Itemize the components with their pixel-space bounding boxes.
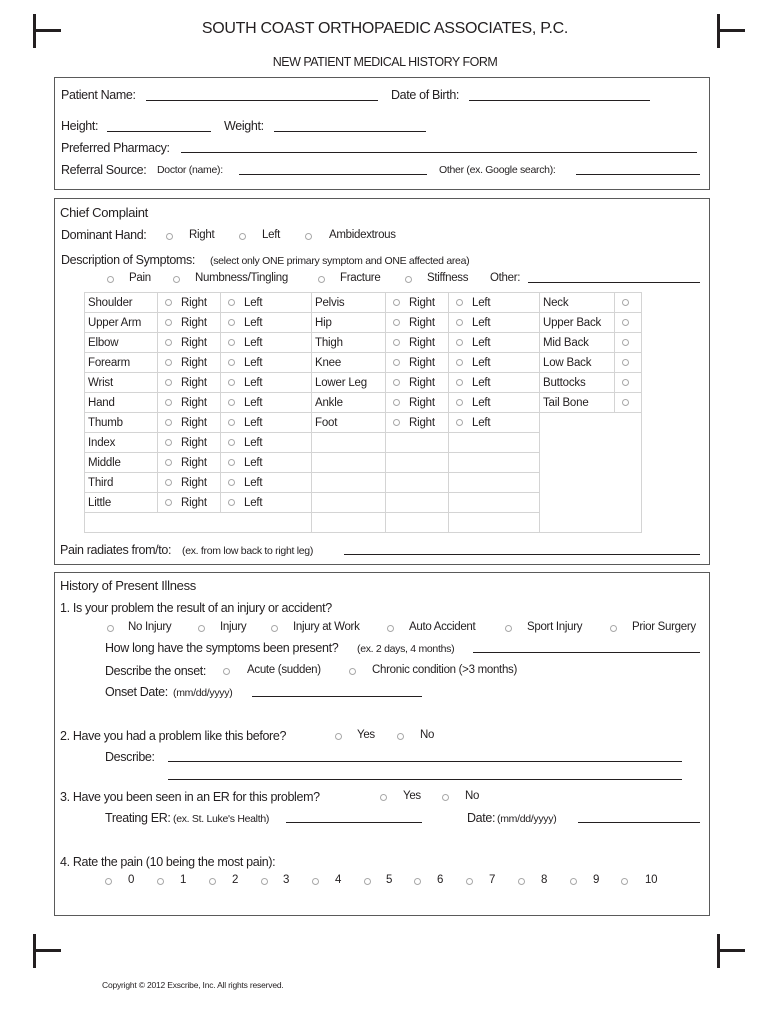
table-row — [85, 393, 642, 413]
radio-icon[interactable] — [228, 379, 235, 386]
q3-no-radio[interactable] — [442, 794, 449, 801]
q2-yes-radio[interactable] — [335, 733, 342, 740]
pain-4-label: 4 — [335, 874, 342, 886]
empty-cell — [312, 433, 386, 453]
referral-other-field[interactable] — [576, 174, 700, 175]
area-little: Little — [85, 493, 158, 513]
patient-name-label: Patient Name: — [61, 88, 136, 102]
area-knee: Knee — [312, 353, 386, 373]
hand-left-option[interactable]: Left — [221, 393, 312, 413]
radiates-label: Pain radiates from/to: — [60, 543, 172, 557]
area-lower-leg: Lower Leg — [312, 373, 386, 393]
index-right-option[interactable]: Right — [158, 433, 221, 453]
area-shoulder: Shoulder — [85, 293, 158, 313]
q3-yes-label: Yes — [403, 790, 421, 802]
upper-back-option[interactable] — [615, 313, 642, 333]
q1-injury-label: Injury — [220, 621, 247, 633]
q1-onset-acute-label: Acute (sudden) — [247, 664, 321, 676]
radio-icon[interactable] — [228, 399, 235, 406]
dob-field[interactable] — [469, 100, 650, 101]
height-label: Height: — [61, 119, 99, 133]
q2-describe-field-line-2[interactable] — [168, 779, 682, 780]
empty-cell — [85, 513, 312, 533]
pain-8-label: 8 — [541, 874, 548, 886]
radio-icon[interactable] — [456, 299, 463, 306]
radio-icon[interactable] — [228, 439, 235, 446]
q3-er-hint: (ex. St. Luke's Health) — [173, 813, 270, 825]
radio-icon[interactable] — [228, 499, 235, 506]
registration-mark-bottom-left — [33, 934, 63, 968]
area-thigh: Thigh — [312, 333, 386, 353]
wrist-right-option[interactable]: Right — [158, 373, 221, 393]
hip-right-option[interactable]: Right — [386, 313, 449, 333]
radio-icon[interactable] — [165, 459, 172, 466]
radio-icon[interactable] — [456, 399, 463, 406]
radio-icon[interactable] — [165, 379, 172, 386]
radio-icon[interactable] — [622, 299, 629, 306]
symptom-stiffness-label: Stiffness — [427, 272, 469, 284]
q1-duration-field[interactable] — [473, 652, 700, 653]
radio-icon[interactable] — [622, 379, 629, 386]
pain-7-label: 7 — [489, 874, 496, 886]
area-third: Third — [85, 473, 158, 493]
radio-icon[interactable] — [622, 319, 629, 326]
q1-prior-surgery-label: Prior Surgery — [632, 621, 696, 633]
radio-icon[interactable] — [456, 339, 463, 346]
symptom-pain-radio[interactable] — [107, 276, 114, 283]
area-elbow: Elbow — [85, 333, 158, 353]
pain-10-radio[interactable] — [621, 878, 628, 885]
neck-option[interactable] — [615, 293, 642, 313]
q1-onset-label: Describe the onset: — [105, 664, 207, 678]
knee-right-option[interactable]: Right — [386, 353, 449, 373]
symptom-stiffness-radio[interactable] — [405, 276, 412, 283]
area-index: Index — [85, 433, 158, 453]
area-foot: Foot — [312, 413, 386, 433]
history-title: History of Present Illness — [60, 578, 196, 593]
pain-8-radio[interactable] — [518, 878, 525, 885]
table-row — [85, 313, 642, 333]
q3-label: 3. Have you been seen in an ER for this problem? — [60, 790, 320, 804]
radiates-field[interactable] — [344, 554, 700, 555]
pain-1-radio[interactable] — [157, 878, 164, 885]
empty-cell — [449, 513, 540, 533]
pelvis-left-option[interactable]: Left — [449, 293, 540, 313]
radio-icon[interactable] — [165, 299, 172, 306]
thumb-right-option[interactable]: Right — [158, 413, 221, 433]
q3-er-field[interactable] — [286, 822, 422, 823]
weight-label: Weight: — [224, 119, 264, 133]
middle-right-option[interactable]: Right — [158, 453, 221, 473]
little-right-option[interactable]: Right — [158, 493, 221, 513]
tail-bone-option[interactable] — [615, 393, 642, 413]
radio-icon[interactable] — [456, 379, 463, 386]
area-low-back: Low Back — [540, 353, 615, 373]
empty-cell — [386, 453, 449, 473]
practice-name: SOUTH COAST ORTHOPAEDIC ASSOCIATES, P.C. — [201, 20, 569, 37]
third-left-option[interactable]: Left — [221, 473, 312, 493]
radio-icon[interactable] — [393, 319, 400, 326]
q1-sport-injury-label: Sport Injury — [527, 621, 583, 633]
knee-left-option[interactable]: Left — [449, 353, 540, 373]
radio-icon[interactable] — [165, 499, 172, 506]
lower-leg-right-option[interactable]: Right — [386, 373, 449, 393]
wrist-left-option[interactable]: Left — [221, 373, 312, 393]
area-hip: Hip — [312, 313, 386, 333]
empty-cell — [312, 473, 386, 493]
radio-icon[interactable] — [393, 399, 400, 406]
thumb-left-option[interactable]: Left — [221, 413, 312, 433]
radio-icon[interactable] — [393, 359, 400, 366]
dob-label: Date of Birth: — [391, 88, 460, 102]
low-back-option[interactable] — [615, 353, 642, 373]
empty-cell — [449, 433, 540, 453]
pharmacy-label: Preferred Pharmacy: — [61, 141, 170, 155]
area-forearm: Forearm — [85, 353, 158, 373]
patient-name-field[interactable] — [146, 100, 378, 101]
dominant-hand-ambidextrous-label: Ambidextrous — [329, 229, 396, 241]
radio-icon[interactable] — [165, 359, 172, 366]
pelvis-right-option[interactable]: Right — [386, 293, 449, 313]
lower-leg-left-option[interactable]: Left — [449, 373, 540, 393]
chief-complaint-title: Chief Complaint — [60, 205, 148, 220]
little-left-option[interactable]: Left — [221, 493, 312, 513]
pain-4-radio[interactable] — [312, 878, 319, 885]
symptom-numbness-label: Numbness/Tingling — [195, 272, 288, 284]
pain-0-radio[interactable] — [105, 878, 112, 885]
thigh-left-option[interactable]: Left — [449, 333, 540, 353]
weight-field[interactable] — [274, 131, 426, 132]
q1-onset-chronic-label: Chronic condition (>3 months) — [372, 664, 518, 676]
pain-9-radio[interactable] — [570, 878, 577, 885]
table-row — [85, 373, 642, 393]
empty-cell — [386, 513, 449, 533]
area-pelvis: Pelvis — [312, 293, 386, 313]
q1-injury-at-work-radio[interactable] — [271, 625, 278, 632]
radio-icon[interactable] — [393, 299, 400, 306]
q1-onset-acute-radio[interactable] — [223, 668, 230, 675]
shoulder-left-option[interactable]: Left — [221, 293, 312, 313]
symptoms-label: Description of Symptoms: — [61, 253, 196, 267]
empty-cell — [312, 453, 386, 473]
referral-source-label: Referral Source: — [61, 163, 147, 177]
area-ankle: Ankle — [312, 393, 386, 413]
mid-back-option[interactable] — [615, 333, 642, 353]
area-tail-bone: Tail Bone — [540, 393, 615, 413]
upper-arm-left-option[interactable]: Left — [221, 313, 312, 333]
radio-icon[interactable] — [165, 439, 172, 446]
radio-icon[interactable] — [228, 459, 235, 466]
empty-cell — [386, 493, 449, 513]
area-thumb: Thumb — [85, 413, 158, 433]
dominant-hand-ambidextrous-radio[interactable] — [305, 233, 312, 240]
radio-icon[interactable] — [228, 319, 235, 326]
q1-duration-hint: (ex. 2 days, 4 months) — [357, 643, 455, 655]
dominant-hand-right-label: Right — [189, 229, 215, 241]
radio-icon[interactable] — [165, 399, 172, 406]
thigh-right-option[interactable]: Right — [386, 333, 449, 353]
symptom-pain-label: Pain — [129, 272, 151, 284]
pain-9-label: 9 — [593, 874, 600, 886]
q2-describe-label: Describe: — [105, 750, 155, 764]
q1-injury-radio[interactable] — [198, 625, 205, 632]
radio-icon[interactable] — [456, 319, 463, 326]
q1-onset-date-field[interactable] — [252, 696, 422, 697]
pain-5-label: 5 — [386, 874, 393, 886]
symptom-numbness-radio[interactable] — [173, 276, 180, 283]
buttocks-option[interactable] — [615, 373, 642, 393]
area-wrist: Wrist — [85, 373, 158, 393]
empty-cell — [386, 433, 449, 453]
table-row — [85, 293, 642, 313]
elbow-right-option[interactable]: Right — [158, 333, 221, 353]
q1-auto-accident-label: Auto Accident — [409, 621, 476, 633]
dominant-hand-label: Dominant Hand: — [61, 228, 147, 242]
symptom-fracture-radio[interactable] — [318, 276, 325, 283]
symptom-other-label: Other: — [490, 272, 521, 284]
empty-cell — [540, 413, 642, 533]
copyright-text: Copyright © 2012 Exscribe, Inc. All rights reserved. — [102, 980, 284, 990]
height-field[interactable] — [107, 131, 211, 132]
dominant-hand-left-label: Left — [262, 229, 280, 241]
table-row — [85, 413, 642, 433]
radio-icon[interactable] — [622, 399, 629, 406]
q1-prior-surgery-radio[interactable] — [610, 625, 617, 632]
q3-no-label: No — [465, 790, 480, 802]
radio-icon[interactable] — [228, 419, 235, 426]
table-row — [85, 353, 642, 373]
radio-icon[interactable] — [228, 359, 235, 366]
hand-right-option[interactable]: Right — [158, 393, 221, 413]
area-hand: Hand — [85, 393, 158, 413]
q1-onset-date-label: Onset Date: — [105, 685, 168, 699]
pain-3-radio[interactable] — [261, 878, 268, 885]
radio-icon[interactable] — [228, 299, 235, 306]
radio-icon[interactable] — [393, 419, 400, 426]
pain-6-radio[interactable] — [414, 878, 421, 885]
hip-left-option[interactable]: Left — [449, 313, 540, 333]
empty-cell — [449, 493, 540, 513]
pain-10-label: 10 — [645, 874, 658, 886]
foot-left-option[interactable]: Left — [449, 413, 540, 433]
forearm-right-option[interactable]: Right — [158, 353, 221, 373]
area-buttocks: Buttocks — [540, 373, 615, 393]
area-middle: Middle — [85, 453, 158, 473]
radio-icon[interactable] — [622, 339, 629, 346]
pain-5-radio[interactable] — [364, 878, 371, 885]
pain-6-label: 6 — [437, 874, 444, 886]
q1-onset-date-hint: (mm/dd/yyyy) — [173, 687, 233, 699]
area-mid-back: Mid Back — [540, 333, 615, 353]
pain-0-label: 0 — [128, 874, 135, 886]
q1-label: 1. Is your problem the result of an injury or accident? — [60, 601, 332, 615]
radio-icon[interactable] — [165, 479, 172, 486]
symptoms-hint: (select only ONE primary symptom and ONE affected area) — [210, 255, 470, 267]
affected-area-table — [84, 292, 642, 533]
q3-date-field[interactable] — [578, 822, 700, 823]
radio-icon[interactable] — [165, 419, 172, 426]
area-neck: Neck — [540, 293, 615, 313]
pharmacy-field[interactable] — [181, 152, 697, 153]
empty-cell — [449, 473, 540, 493]
q3-date-hint: (mm/dd/yyyy) — [497, 813, 557, 825]
q1-injury-at-work-label: Injury at Work — [293, 621, 360, 633]
q2-yes-label: Yes — [357, 729, 375, 741]
radio-icon[interactable] — [456, 419, 463, 426]
pain-2-label: 2 — [232, 874, 239, 886]
radio-icon[interactable] — [393, 379, 400, 386]
third-right-option[interactable]: Right — [158, 473, 221, 493]
q2-no-radio[interactable] — [397, 733, 404, 740]
q2-no-label: No — [420, 729, 435, 741]
empty-cell — [312, 513, 386, 533]
dominant-hand-left-radio[interactable] — [239, 233, 246, 240]
pain-1-label: 1 — [180, 874, 187, 886]
upper-arm-right-option[interactable]: Right — [158, 313, 221, 333]
q1-sport-injury-radio[interactable] — [505, 625, 512, 632]
q4-label: 4. Rate the pain (10 being the most pain): — [60, 855, 276, 869]
ankle-left-option[interactable]: Left — [449, 393, 540, 413]
radiates-hint: (ex. from low back to right leg) — [182, 545, 314, 557]
q1-no-injury-label: No Injury — [128, 621, 172, 633]
q3-date-label: Date: — [467, 811, 496, 825]
symptom-other-field[interactable] — [528, 282, 700, 283]
radio-icon[interactable] — [228, 339, 235, 346]
referral-doctor-field[interactable] — [239, 174, 427, 175]
foot-right-option[interactable]: Right — [386, 413, 449, 433]
shoulder-right-option[interactable]: Right — [158, 293, 221, 313]
empty-cell — [386, 473, 449, 493]
table-row — [85, 333, 642, 353]
radio-icon[interactable] — [228, 479, 235, 486]
q3-yes-radio[interactable] — [380, 794, 387, 801]
q1-onset-chronic-radio[interactable] — [349, 668, 356, 675]
index-left-option[interactable]: Left — [221, 433, 312, 453]
q3-er-label: Treating ER: — [105, 811, 171, 825]
ankle-right-option[interactable]: Right — [386, 393, 449, 413]
area-upper-back: Upper Back — [540, 313, 615, 333]
elbow-left-option[interactable]: Left — [221, 333, 312, 353]
empty-cell — [449, 453, 540, 473]
radio-icon[interactable] — [165, 339, 172, 346]
referral-doctor-label: Doctor (name): — [157, 164, 223, 176]
q2-label: 2. Have you had a problem like this before? — [60, 729, 287, 743]
area-upper-arm: Upper Arm — [85, 313, 158, 333]
dominant-hand-right-radio[interactable] — [166, 233, 173, 240]
q1-duration-label: How long have the symptoms been present? — [105, 641, 339, 655]
pain-3-label: 3 — [283, 874, 290, 886]
middle-left-option[interactable]: Left — [221, 453, 312, 473]
radio-icon[interactable] — [456, 359, 463, 366]
radio-icon[interactable] — [622, 359, 629, 366]
radio-icon[interactable] — [393, 339, 400, 346]
referral-other-label: Other (ex. Google search): — [439, 164, 556, 176]
form-title: NEW PATIENT MEDICAL HISTORY FORM — [272, 55, 498, 69]
q1-no-injury-radio[interactable] — [107, 625, 114, 632]
symptom-fracture-label: Fracture — [340, 272, 381, 284]
empty-cell — [312, 493, 386, 513]
forearm-left-option[interactable]: Left — [221, 353, 312, 373]
pain-7-radio[interactable] — [466, 878, 473, 885]
radio-icon[interactable] — [165, 319, 172, 326]
q1-auto-accident-radio[interactable] — [387, 625, 394, 632]
registration-mark-bottom-right — [717, 934, 747, 968]
q2-describe-field[interactable] — [168, 761, 682, 762]
pain-2-radio[interactable] — [209, 878, 216, 885]
